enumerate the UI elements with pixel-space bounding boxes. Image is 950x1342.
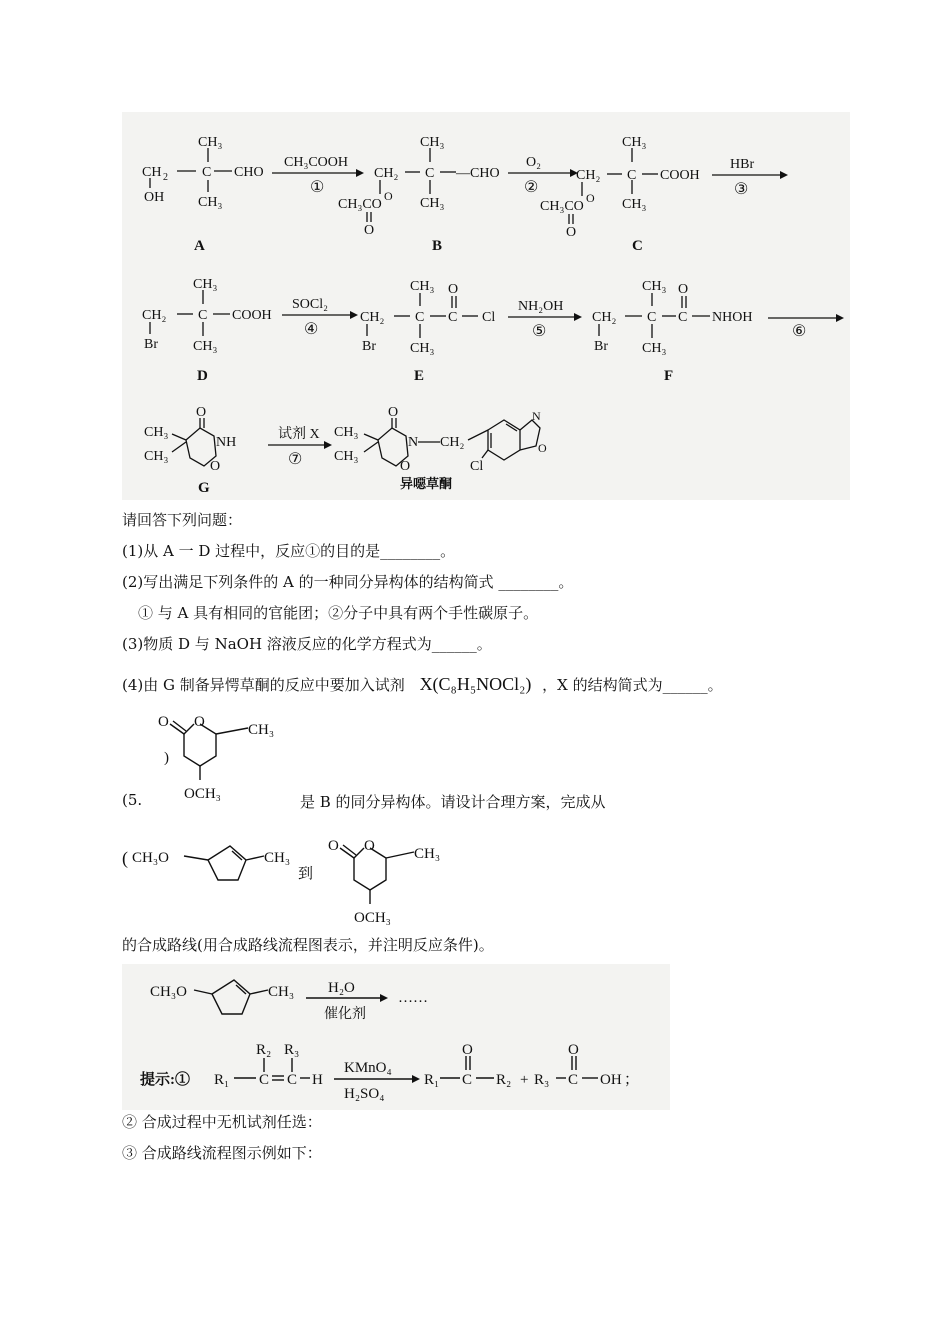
e-carbonyl-o: O (448, 282, 459, 297)
hint-r2-product: R₂ (496, 1072, 512, 1088)
question-5-num: (5. (122, 791, 143, 809)
f-ch2: CH₂ (592, 310, 617, 325)
label-e: E (414, 368, 425, 384)
lactone-paren: ) (164, 750, 169, 766)
f-nhoh: NHOH (712, 310, 753, 325)
a-ch3-top: CH₃ (198, 135, 223, 150)
start-ch3: CH₃ (264, 850, 291, 866)
p-o-top: O (388, 405, 399, 420)
e-ch3-top: CH₃ (410, 279, 435, 294)
d-ch3-top: CH₃ (193, 277, 218, 292)
question-5 (122, 791, 722, 809)
lactone-carbonyl-o: O (158, 714, 169, 730)
hint-o1: O (462, 1042, 473, 1058)
p-o-ring2: O (538, 441, 547, 455)
step1-num: ① (310, 179, 325, 196)
step1-reagent: CH₃COOH (284, 155, 348, 170)
start-ch3o: CH₃O (132, 850, 169, 866)
hint-c4: C (568, 1072, 579, 1088)
note-2: ② 合成过程中无机试剂任选： (122, 1113, 322, 1131)
hint-h2so4: H₂SO₄ (344, 1086, 385, 1102)
note-3: ③ 合成路线流程图示例如下： (122, 1144, 322, 1162)
hint-r1-product: R₁ (424, 1072, 440, 1088)
f-center-c: C (647, 310, 657, 325)
hint-c1: C (259, 1072, 270, 1088)
b-center-c: C (425, 166, 435, 181)
d-cooh: COOH (232, 308, 272, 323)
hint-c2: C (287, 1072, 298, 1088)
a-center-c: C (202, 165, 212, 180)
hint-semicolon: ； (624, 1072, 640, 1088)
question-1: (1)从 A 一 D 过程中，反应①的目的是________。 (122, 542, 456, 560)
hint-o2: O (568, 1042, 579, 1058)
e-ch3-bottom: CH₃ (410, 341, 435, 356)
b-ch3-bottom: CH₃ (420, 196, 445, 211)
question-5-text: 是 B 的同分异构体。请设计合理方案，完成从 (300, 793, 606, 811)
step3-reagent: HBr (730, 157, 755, 172)
question-2: (2)写出满足下列条件的 A 的一种同分异构体的结构简式 ________。 (122, 573, 574, 591)
step5-reagent: NH₂OH (518, 299, 564, 314)
hint-h: H (312, 1072, 323, 1088)
g-o-top: O (196, 405, 207, 420)
hint-r2: R₂ (256, 1042, 272, 1058)
e-center-c: C (415, 310, 425, 325)
example-ch3o: CH₃O (150, 984, 187, 1000)
step6-num: ⑥ (792, 323, 807, 340)
hint-r1: R₁ (214, 1072, 230, 1088)
label-d: D (197, 368, 208, 384)
b-carbonyl-o: O (364, 223, 375, 238)
hint-kmno4: KMnO₄ (344, 1060, 392, 1076)
f-br: Br (594, 339, 608, 354)
hint-label: 提示:① (140, 1072, 190, 1088)
hint-scheme (122, 964, 682, 1114)
p-o-ring: O (400, 459, 411, 474)
p-cl: Cl (470, 459, 484, 474)
hint-r3-product: R₃ (534, 1072, 550, 1088)
step7-num: ⑦ (288, 451, 303, 468)
question-4-text: (4)由 G 制备异愕草酮的反应中要加入试剂 (122, 676, 405, 694)
b-ch3-top: CH₃ (420, 135, 445, 150)
hint-c3: C (462, 1072, 473, 1088)
g-ch3-b: CH₃ (144, 449, 169, 464)
p-ch3-b: CH₃ (334, 449, 359, 464)
a-oh: OH (144, 190, 165, 205)
label-a: A (194, 238, 205, 254)
c-ch2: CH₂ (576, 168, 601, 183)
example-ch3: CH₃ (268, 984, 295, 1000)
hint-plus: + (520, 1072, 529, 1088)
c-cooh: COOH (660, 168, 700, 183)
c-ch3-bottom: CH₃ (622, 197, 647, 212)
c-acyl: CH₃CO (540, 199, 584, 214)
b-acyl: CH₃CO (338, 197, 382, 212)
target-carbonyl-o: O (328, 838, 339, 854)
p-ch2: CH₂ (440, 435, 465, 450)
b-ester-o: O (384, 189, 393, 203)
lactone-och3: OCH₃ (184, 786, 221, 802)
product-name: 异噁草酮 (400, 476, 453, 491)
question-4-tail: ，X 的结构简式为______。 (542, 676, 723, 694)
p-n: N (408, 435, 419, 450)
a-ch2-group: CH (142, 165, 162, 180)
a-cho: CHO (234, 165, 264, 180)
step2-reagent: O₂ (526, 155, 541, 170)
b-ch2: CH₂ (374, 166, 399, 181)
example-dots: …… (398, 990, 428, 1006)
f-ch3-bottom: CH₃ (642, 341, 667, 356)
hint-r3: R₃ (284, 1042, 300, 1058)
label-f: F (664, 368, 674, 384)
lactone-ring-o: O (194, 714, 205, 730)
c-ester-o: O (586, 191, 595, 205)
step7-reagent: 试剂 X (278, 427, 320, 442)
label-g: G (198, 480, 210, 496)
lactone-ch3: CH₃ (248, 722, 275, 738)
step2-num: ② (524, 179, 539, 196)
target-och3: OCH₃ (354, 910, 391, 926)
step3-num: ③ (734, 181, 749, 198)
target-ch3: CH₃ (414, 846, 441, 862)
route-to: 到 (298, 866, 314, 882)
intro-text: 请回答下列问题： (122, 511, 243, 529)
g-ch3-a: CH₃ (144, 425, 169, 440)
question-3: (3)物质 D 与 NaOH 溶液反应的化学方程式为______。 (122, 635, 492, 653)
hint-oh: OH (600, 1072, 622, 1088)
d-ch2: CH₂ (142, 308, 167, 323)
f-carbonyl-o: O (678, 282, 689, 297)
f-carbonyl-c: C (678, 310, 688, 325)
step4-num: ④ (304, 321, 319, 338)
example-reagent-bottom: 催化剂 (324, 1007, 366, 1022)
target-ring-o: O (364, 838, 375, 854)
question-4 (122, 674, 723, 695)
c-ch3-top: CH₃ (622, 135, 647, 150)
d-br: Br (144, 337, 158, 352)
start-paren: ( (122, 848, 128, 868)
e-cl: Cl (482, 310, 496, 325)
p-ch3-a: CH₃ (334, 425, 359, 440)
e-br: Br (362, 339, 376, 354)
d-center-c: C (198, 308, 208, 323)
reagent-x-formula: X(C₈H₅NOCl₂) (419, 674, 532, 694)
example-reagent-top: H₂O (328, 980, 355, 996)
g-o-ring: O (210, 459, 221, 474)
p-n-ring: N (532, 409, 541, 423)
a-ch2-sub: 2 (163, 172, 168, 183)
b-cho: —CHO (456, 166, 500, 181)
question-5-end: 的合成路线(用合成路线流程图表示，并注明反应条件)。 (122, 936, 494, 954)
reaction-scheme (0, 0, 950, 500)
c-center-c: C (627, 168, 637, 183)
e-carbonyl-c: C (448, 310, 458, 325)
question-2-conditions: ① 与 A 具有相同的官能团；②分子中具有两个手性碳原子。 (138, 604, 539, 622)
g-nh: NH (216, 435, 237, 450)
label-b: B (432, 238, 443, 254)
f-ch3-top: CH₃ (642, 279, 667, 294)
a-ch3-bottom: CH₃ (198, 195, 223, 210)
step4-reagent: SOCl₂ (292, 297, 329, 312)
label-c: C (632, 238, 643, 254)
d-ch3-bottom: CH₃ (193, 339, 218, 354)
c-carbonyl-o: O (566, 225, 577, 240)
route-structures (122, 830, 462, 930)
step5-num: ⑤ (532, 323, 547, 340)
e-ch2: CH₂ (360, 310, 385, 325)
